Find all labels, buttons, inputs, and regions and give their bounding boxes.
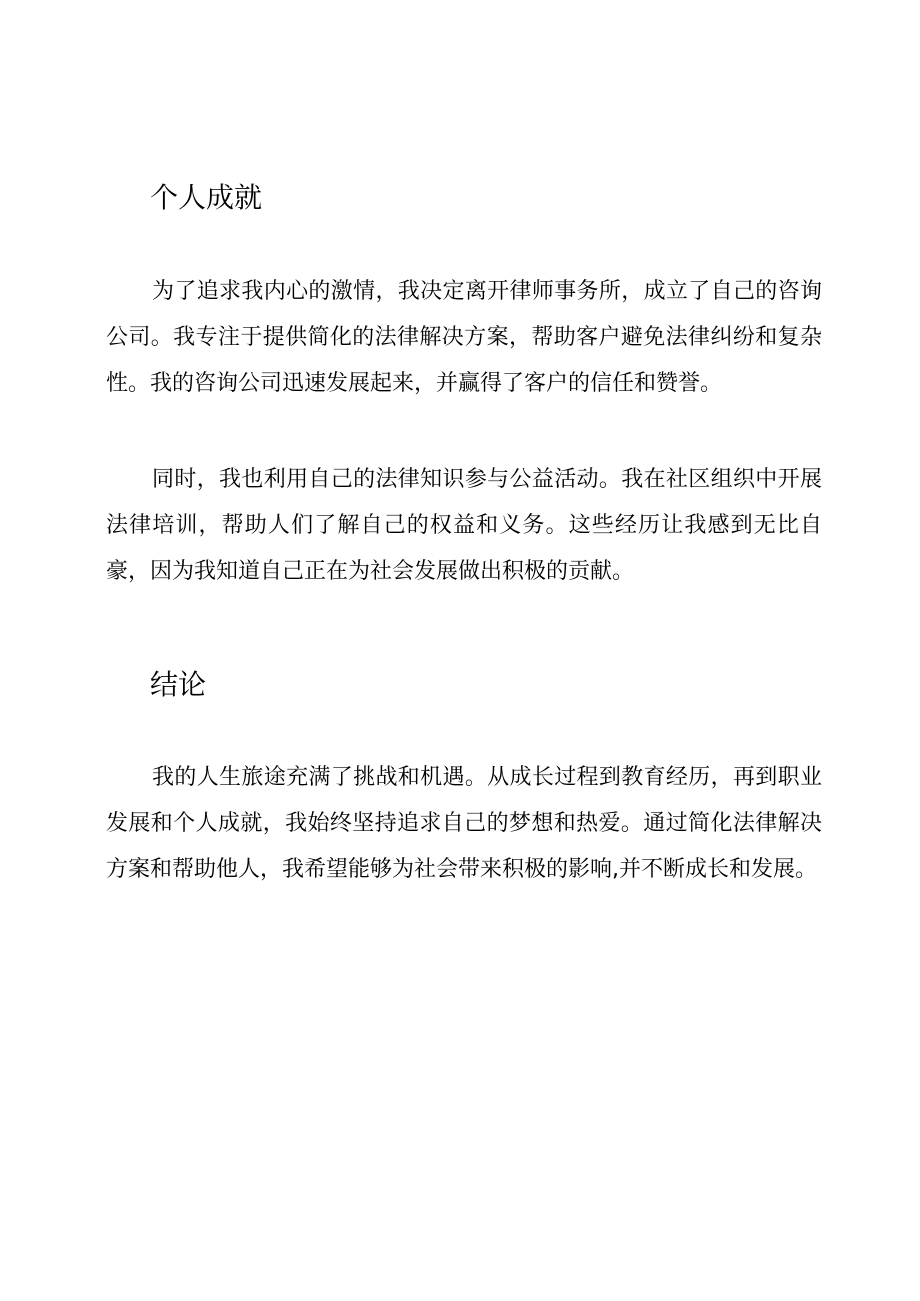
section-heading-achievements: 个人成就: [150, 181, 263, 214]
paragraph-conclusion: 我的人生旅途充满了挑战和机遇。从成长过程到教育经历，再到职业发展和个人成就，我始终坚持追求自己的梦想和热爱。通过简化法律解决方案和帮助他人，我希望能够为社会带来积极的影响,并不断成长和发展。: [106, 765, 822, 882]
paragraph-consulting-company: 为了追求我内心的激情，我决定离开律师事务所，成立了自己的咨询公司。我专注于提供简化的法律解决方案，帮助客户避免法律纠纷和复杂性。我的咨询公司迅速发展起来，并赢得了客户的信任和赞誉。: [106, 279, 822, 396]
section-heading-conclusion: 结论: [150, 668, 207, 701]
paragraph-public-welfare: 同时，我也利用自己的法律知识参与公益活动。我在社区组织中开展法律培训，帮助人们了解自己的权益和义务。这些经历让我感到无比自豪，因为我知道自己正在为社会发展做出积极的贡献。: [106, 467, 822, 584]
